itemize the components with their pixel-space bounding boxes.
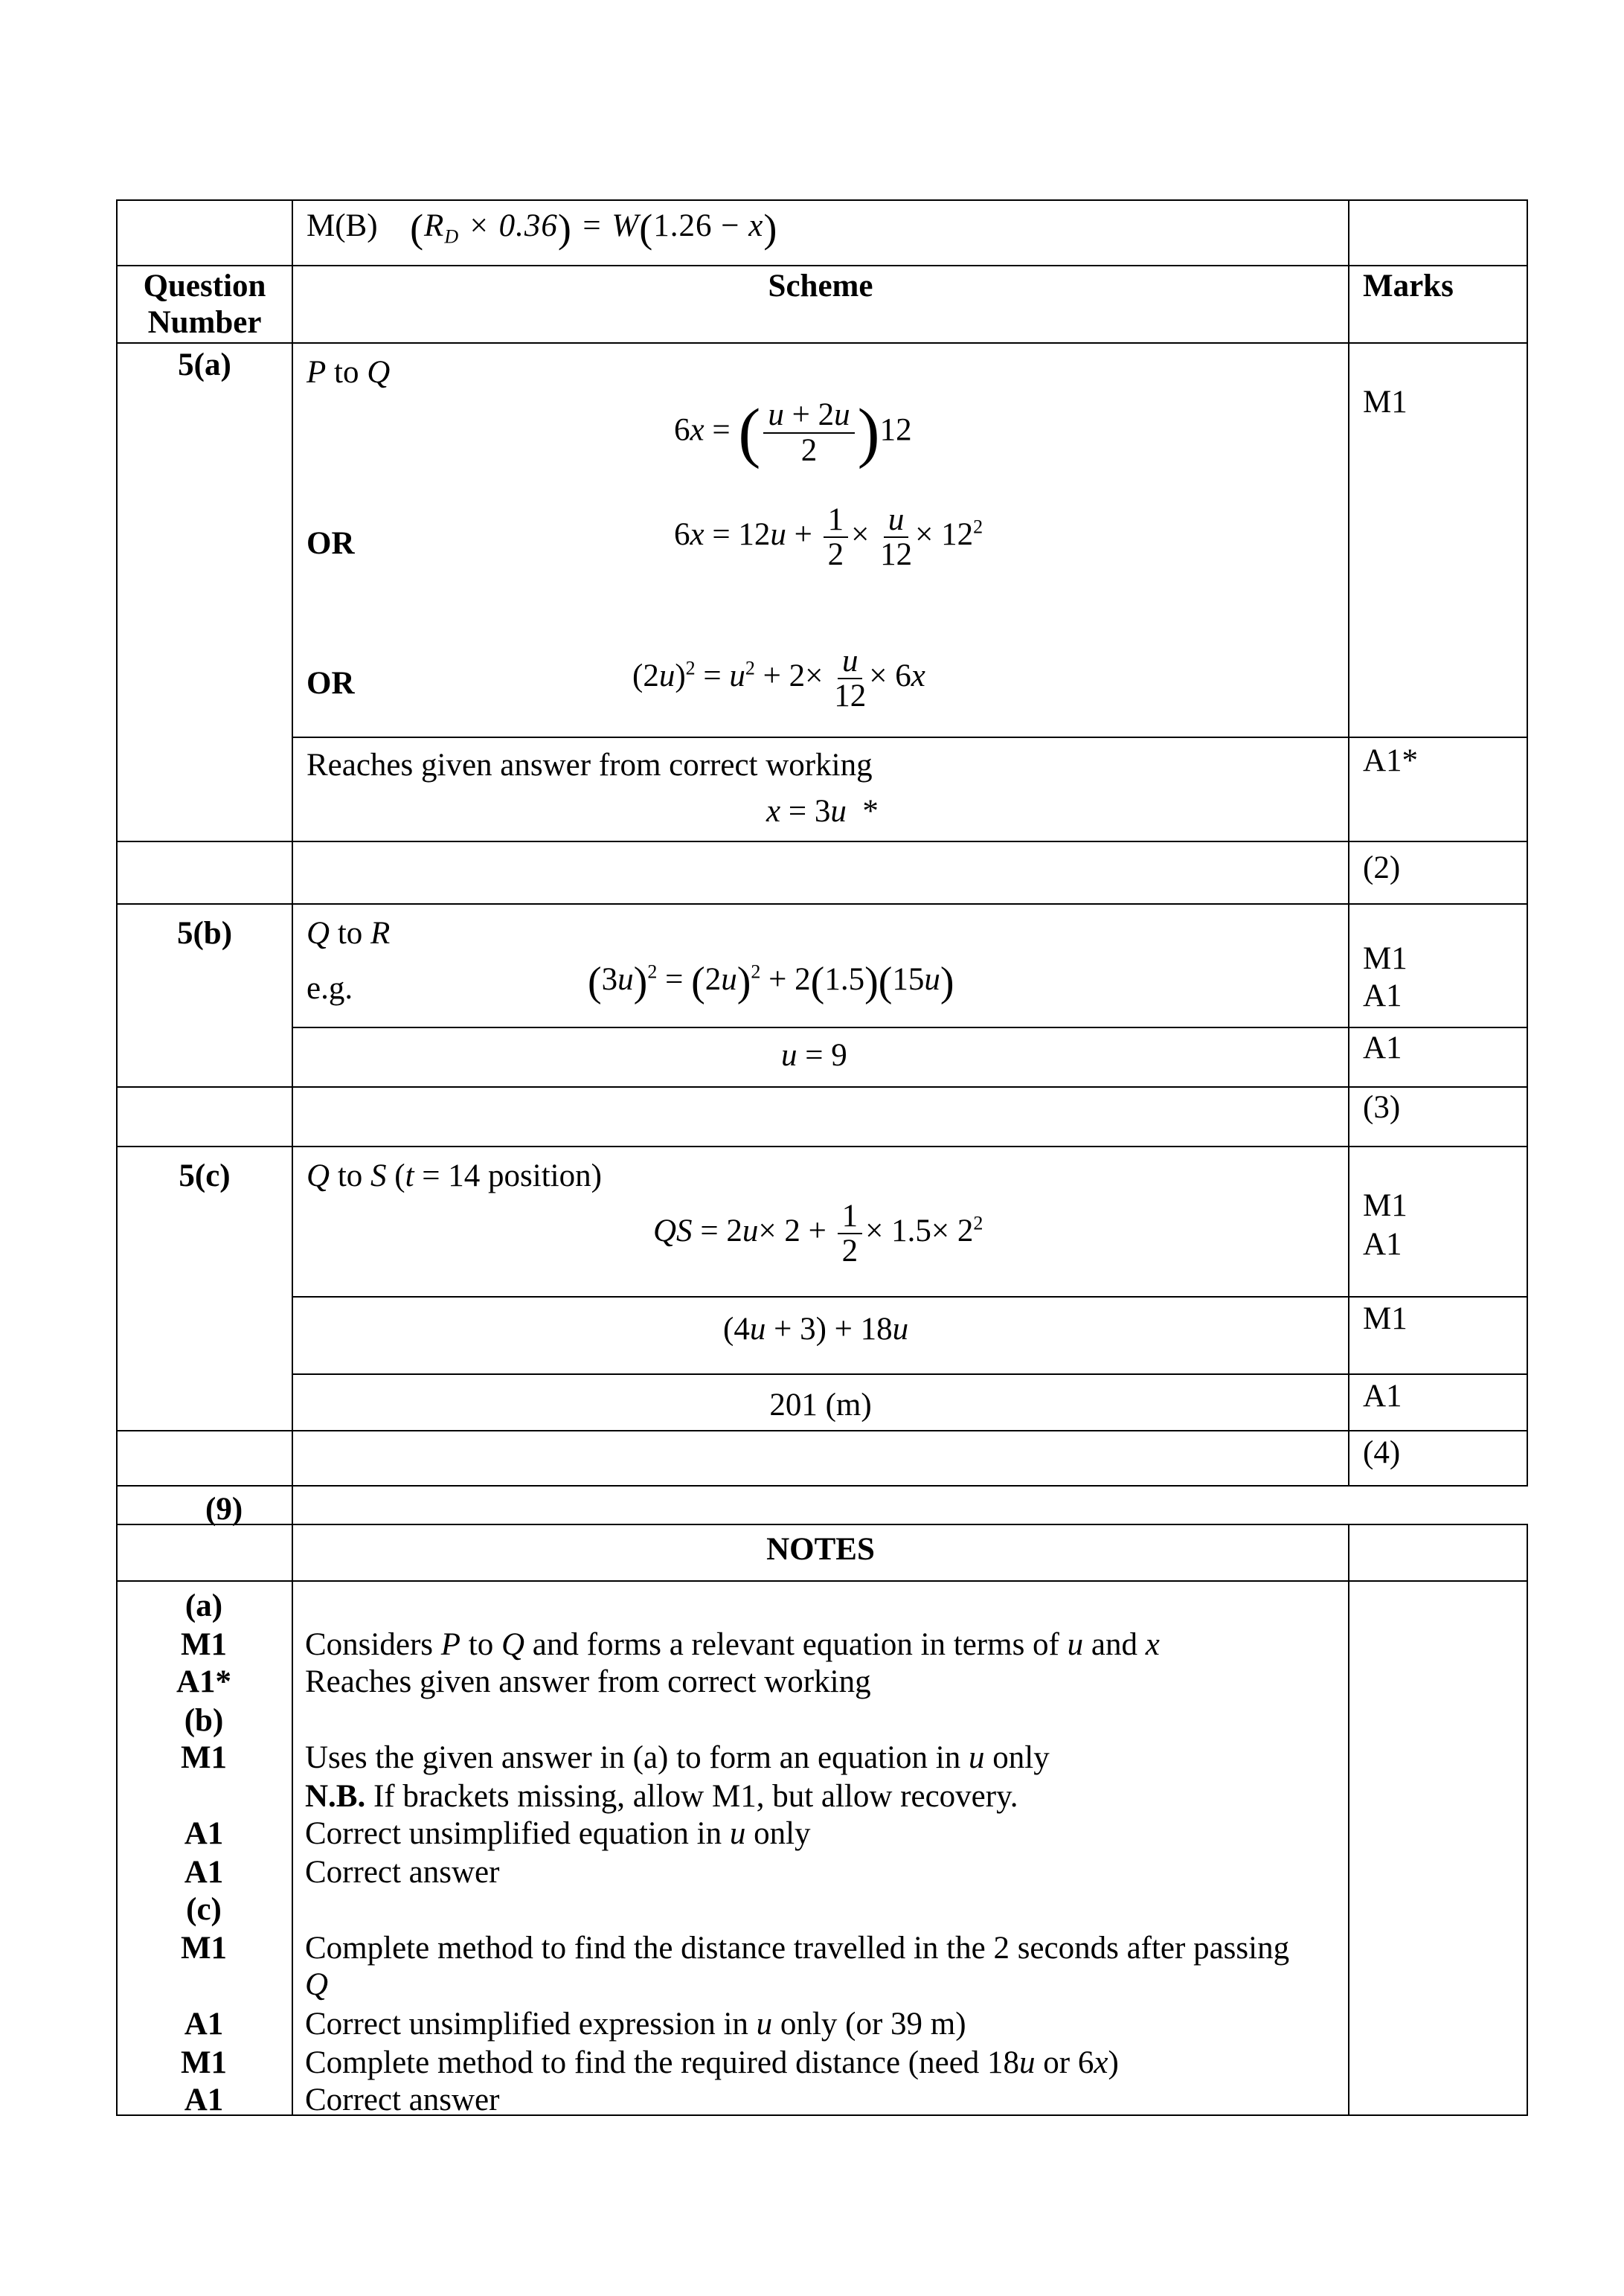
notes-title: NOTES [766, 1532, 875, 1567]
q5a-eq1: 6x = ( $\frac{u + 2u}{2}$ )12 [674, 396, 912, 469]
notes-label: M1 [180, 1740, 228, 1775]
rule-col [1348, 1524, 1349, 2116]
rule [116, 1485, 1528, 1487]
notes-text: Complete method to find the distance travelled in the 2 seconds after passing Q [305, 1931, 1290, 2003]
question-label-5b: 5(b) [176, 916, 233, 951]
notes-label: M1 [180, 1627, 228, 1662]
notes-label: (b) [184, 1703, 224, 1738]
header-question-number: Question Number [143, 269, 266, 341]
notes-text: Correct unsimplified expression in u only (or 39 m) [305, 2007, 966, 2042]
notes-text: N.B. If brackets missing, allow M1, but allow recovery. [305, 1779, 1018, 1814]
moment-equation: M(B) $(R_D \times 0.36) = W(1.26 - x)$ [306, 206, 778, 251]
q5b-eq1: $(3u)^2 = (2u)^2 + 2(1.5)(15u)$ [588, 959, 954, 1005]
rule-right [1527, 199, 1528, 1487]
notes-label: A1 [184, 1855, 224, 1890]
notes-text: Reaches given answer from correct working [305, 1664, 871, 1699]
q5b-total: (3) [1363, 1090, 1401, 1125]
rule [116, 1430, 1528, 1431]
rule [116, 903, 1528, 905]
notes-label: A1 [184, 1816, 224, 1851]
rule-col [1348, 199, 1349, 1487]
q5a-given-text: Reaches given answer from correct working [306, 748, 873, 783]
q5b-mark-m1: M1 [1363, 941, 1408, 976]
notes-text: Uses the given answer in (a) to form an equation in u only [305, 1740, 1050, 1775]
notes-text: Correct answer [305, 1855, 500, 1890]
moment-label: M(B) [306, 208, 378, 243]
rule-top [116, 199, 1528, 201]
notes-label: A1 [184, 2007, 224, 2042]
q5c-mark-m1: M1 [1363, 1188, 1408, 1223]
rule [116, 1580, 1528, 1582]
q5c-total: (4) [1363, 1435, 1401, 1470]
q5a-intro: P to Q [306, 355, 391, 390]
q5c-mark-a1: A1 [1363, 1227, 1402, 1262]
question-label-5c: 5(c) [179, 1158, 231, 1193]
q5c-eq2: (4u + 3) + 18u [723, 1312, 909, 1347]
question-label-5a: 5(a) [178, 347, 231, 382]
rule [116, 1524, 1528, 1525]
notes-label: M1 [180, 1931, 228, 1966]
q5c-eq3: 201 (m) [769, 1388, 872, 1423]
q5c-intro: Q to S (t = 14 position) [306, 1158, 602, 1193]
notes-label: A1* [176, 1664, 232, 1699]
notes-label: (a) [184, 1588, 223, 1623]
q5c-eq1: QS = 2u× 2 + $\frac{1}{2}$ × $1.5\times 2^2$ [653, 1199, 983, 1269]
q5c-mark-m1-2: M1 [1363, 1301, 1408, 1336]
q5b-eq2: u = 9 [781, 1038, 847, 1073]
q5a-given-eq: x = 3u * [766, 794, 879, 829]
rule-right [1527, 1524, 1528, 2116]
notes-label: (c) [186, 1892, 222, 1927]
q5a-eq3: $(2u)^2 = u^2 + 2\times$ $\frac{u}{12}$ × 6x [632, 644, 925, 714]
rule [116, 1146, 1528, 1147]
rule [116, 265, 1528, 266]
header-scheme: Scheme [768, 269, 873, 304]
notes-text: Correct answer [305, 2082, 500, 2117]
rule [116, 841, 1528, 842]
rule [293, 1296, 1528, 1298]
q5b-eg: e.g. [306, 971, 353, 1006]
q5b-mark-a1-2: A1 [1363, 1030, 1402, 1065]
header-marks: Marks [1363, 269, 1454, 304]
notes-text: Complete method to find the required distance (need 18u or 6x) [305, 2045, 1119, 2080]
rule-col [292, 1524, 293, 2116]
q5c-mark-a1-2: A1 [1363, 1379, 1402, 1414]
grand-total: (9) [205, 1492, 243, 1527]
q5b-intro: Q to R [306, 916, 391, 951]
q5a-or-2: OR [306, 666, 355, 701]
rule [116, 342, 1528, 344]
q5a-total: (2) [1363, 850, 1401, 885]
q5b-mark-a1: A1 [1363, 978, 1402, 1013]
notes-text: Considers P to Q and forms a relevant equation in terms of u and x [305, 1627, 1160, 1662]
q5a-eq2: 6x = 12u + $\frac{1}{2}$ × $\frac{u}{12}$ × $12^2$ [674, 502, 983, 573]
q5a-mark-a1star: A1* [1363, 743, 1419, 778]
q5a-mark-m1: M1 [1363, 385, 1408, 420]
rule [293, 737, 1528, 738]
rule-col [292, 199, 293, 1487]
q5a-or-1: OR [306, 526, 355, 561]
rule-col [292, 1485, 293, 1524]
rule [293, 1027, 1528, 1028]
notes-label: M1 [180, 2045, 228, 2080]
rule [116, 1086, 1528, 1088]
notes-text: Correct unsimplified equation in u only [305, 1816, 811, 1851]
notes-label: A1 [184, 2082, 224, 2117]
rule [293, 1373, 1528, 1375]
